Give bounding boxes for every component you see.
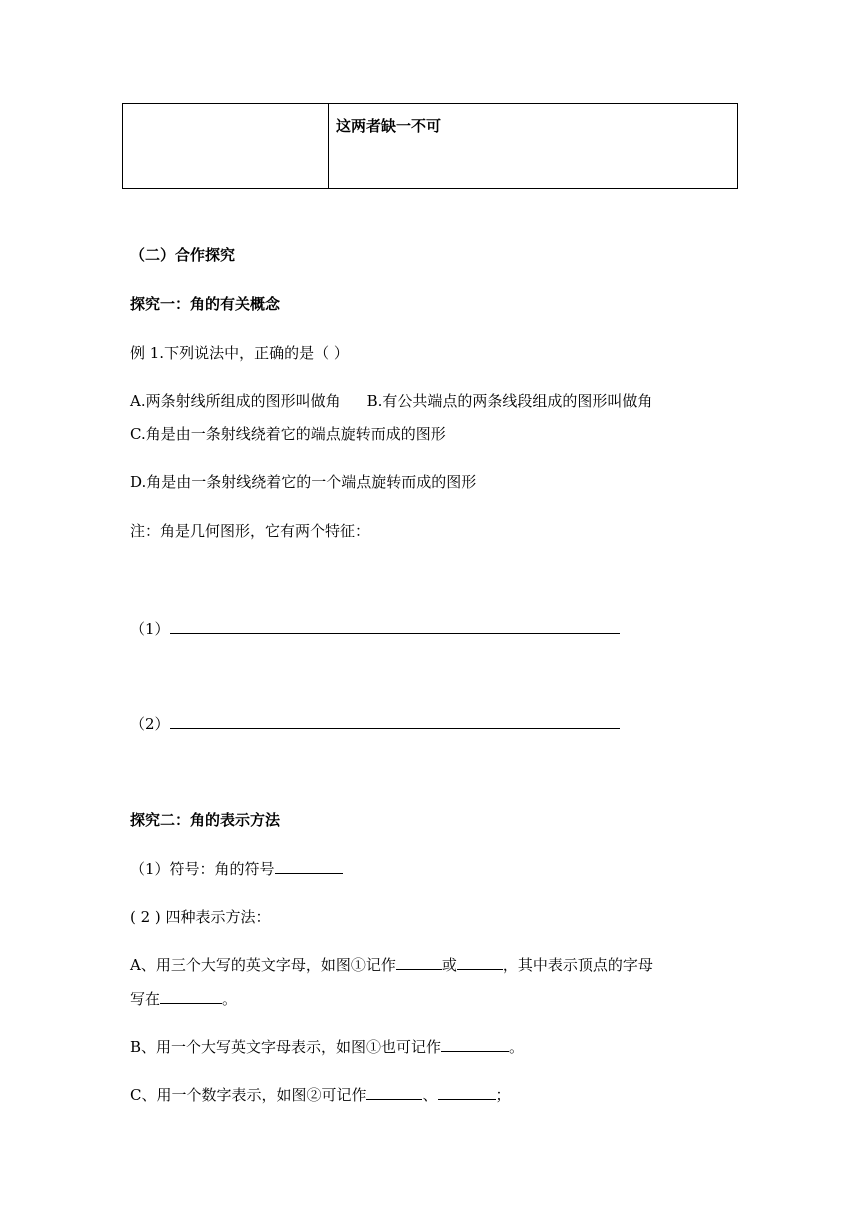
feature1-row	[130, 619, 620, 639]
method-b-text: B、用一个大写英文字母表示，如图①也可记作	[130, 1038, 442, 1056]
method-a-row2	[130, 989, 237, 1009]
option-b: B.有公共端点的两条线段组成的图形叫做角	[366, 392, 653, 410]
option-a: A.两条射线所组成的图形叫做角	[130, 392, 341, 410]
method-a-blank1[interactable]	[396, 955, 442, 970]
feature2-label: （2）	[130, 715, 170, 733]
option-c: C.角是由一条射线绕着它的端点旋转而成的图形	[130, 425, 446, 443]
method-a-row1	[130, 955, 653, 975]
table-column-divider	[328, 104, 329, 188]
method-a-blank2[interactable]	[457, 955, 503, 970]
method-c-sep: 、	[422, 1086, 438, 1104]
method-c-blank1[interactable]	[366, 1085, 422, 1100]
explore1-heading: 探究一：角的有关概念	[130, 295, 281, 313]
method-a-blank3[interactable]	[160, 989, 222, 1004]
method-c-blank2[interactable]	[438, 1085, 496, 1100]
method-b-row	[130, 1037, 524, 1057]
section-heading: （二）合作探究	[130, 246, 236, 264]
method-a-line2: 写在	[130, 990, 161, 1008]
methods-text: ( 2 ) 四种表示方法：	[130, 908, 271, 926]
summary-table	[122, 103, 738, 189]
symbol-blank[interactable]	[275, 859, 343, 874]
example1-question: 例 1.下列说法中，正确的是（ ）	[130, 344, 349, 362]
method-b-end: 。	[509, 1038, 525, 1056]
note-text: 注：角是几何图形，它有两个特征：	[130, 522, 371, 540]
method-c-text: C、用一个数字表示，如图②可记作	[130, 1086, 367, 1104]
feature1-label: （1）	[130, 620, 170, 638]
feature2-blank[interactable]	[170, 714, 620, 729]
method-c-row	[130, 1085, 511, 1105]
symbol-prefix: （1）符号：角的符号	[130, 860, 275, 878]
feature1-blank[interactable]	[170, 619, 620, 634]
feature2-row	[130, 714, 620, 734]
option-d: D.角是由一条射线绕着它的一个端点旋转而成的图形	[130, 473, 477, 491]
method-a-end: 。	[222, 990, 238, 1008]
table-right-cell-text: 这两者缺一不可	[336, 117, 442, 135]
option-a-b-row	[130, 391, 652, 411]
method-c-end: ；	[495, 1086, 511, 1104]
method-a-or: 或	[441, 956, 457, 974]
method-b-blank[interactable]	[441, 1037, 509, 1052]
method-a-part1: A、用三个大写的英文字母，如图①记作	[130, 956, 396, 974]
explore2-heading: 探究二：角的表示方法	[130, 811, 281, 829]
method-a-part2: ，其中表示顶点的字母	[502, 956, 653, 974]
symbol-row	[130, 859, 343, 879]
